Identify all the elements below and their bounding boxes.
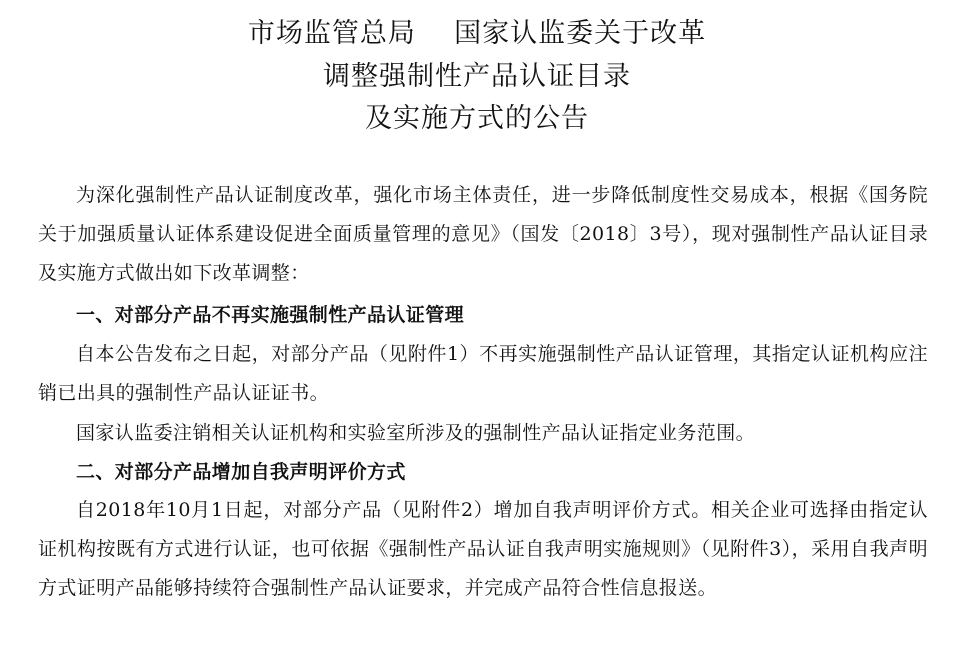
section-2-paragraph-1: 自2018年10月1日起，对部分产品（见附件2）增加自我声明评价方式。相关企业可选择由指定认证机构按既有方式进行认证，也可依据《强制性产品认证自我声明实施规则》（见附件3），采用自我声明方式证明产品能够持续符合强制性产品认证要求，并完成产品符合性信息报送。 <box>38 499 928 599</box>
document-title-line-1: 市场监管总局 国家认监委关于改革 <box>247 18 707 49</box>
document-title-line-2: 调整强制性产品认证目录 <box>323 61 631 92</box>
section-heading-1: 一、对部分产品不再实施强制性产品认证管理 <box>76 304 465 326</box>
document-title-line-3: 及实施方式的公告 <box>365 103 589 134</box>
section-1-paragraph-2: 国家认监委注销相关认证机构和实验室所涉及的强制性产品认证指定业务范围。 <box>76 422 756 444</box>
intro-paragraph: 为深化强制性产品认证制度改革，强化市场主体责任，进一步降低制度性交易成本，根据《国务院关于加强质量认证体系建设促进全面质量管理的意见》（国发〔2018〕3号），现对强制性产品认证目录及实施方式做出如下改革调整： <box>38 184 928 284</box>
section-1-paragraph-1: 自本公告发布之日起，对部分产品（见附件1）不再实施强制性产品认证管理，其指定认证机构应注销已出具的强制性产品认证证书。 <box>38 343 928 404</box>
section-heading-2: 二、对部分产品增加自我声明评价方式 <box>76 461 406 483</box>
